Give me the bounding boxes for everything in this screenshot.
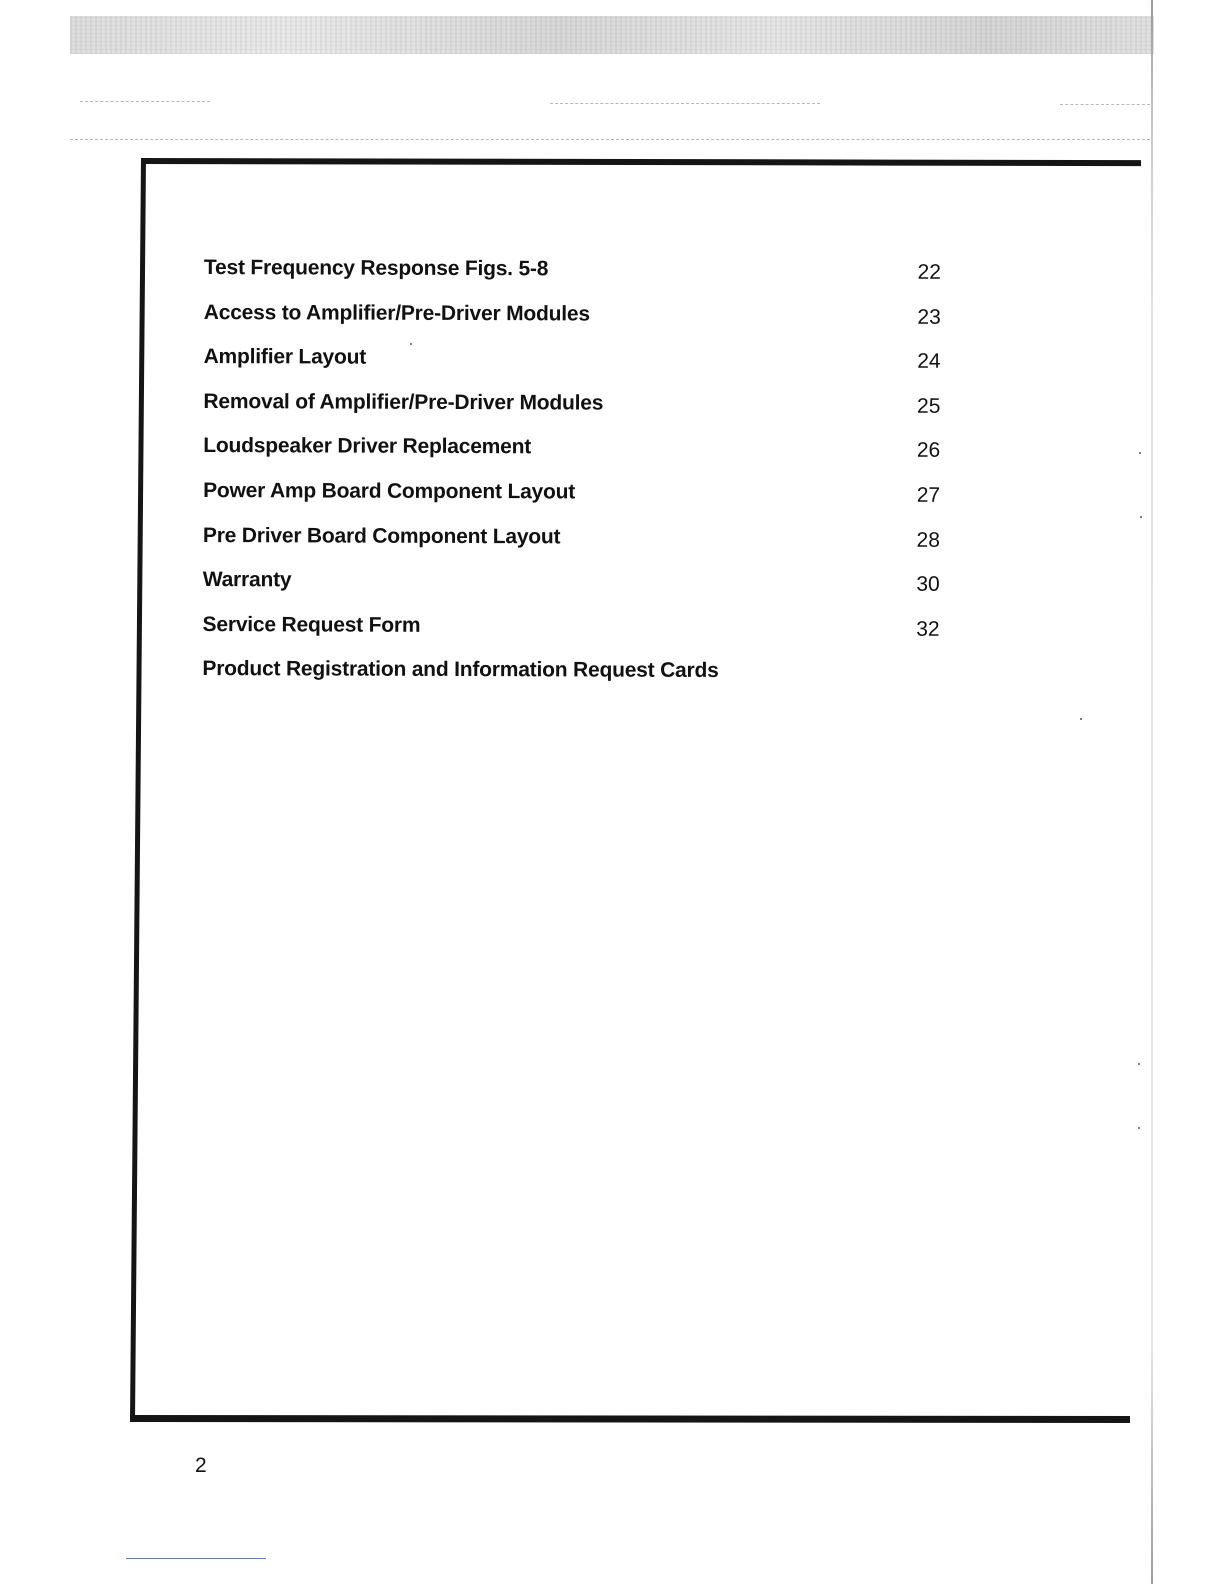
toc-entry-page: 27 bbox=[916, 483, 941, 507]
scan-speck bbox=[410, 343, 412, 345]
frame-left-rule bbox=[130, 158, 146, 1422]
scan-speck bbox=[1140, 516, 1142, 518]
toc-entry-page: 25 bbox=[917, 394, 941, 418]
toc-entry-title: Service Request Form bbox=[202, 612, 421, 637]
toc-entry-title: Power Amp Board Component Layout bbox=[203, 478, 576, 504]
toc-entry-page: 24 bbox=[917, 349, 941, 374]
toc-entry-title: Pre Driver Board Component Layout bbox=[202, 523, 561, 548]
faint-rule-upper-left bbox=[80, 101, 210, 102]
scan-speck bbox=[1138, 1127, 1140, 1129]
toc-entry-title: Amplifier Layout bbox=[203, 345, 367, 369]
toc-entry-page: 26 bbox=[916, 439, 941, 463]
bottom-blue-line bbox=[126, 1558, 266, 1559]
scan-artifact-band bbox=[70, 16, 1154, 54]
faint-rule-lower bbox=[70, 139, 1150, 140]
toc-entry-page: 28 bbox=[916, 528, 940, 552]
toc-entry-title: Test Frequency Response Figs. 5-8 bbox=[203, 256, 549, 281]
scan-speck bbox=[1080, 718, 1082, 720]
toc-entry-title: Product Registration and Information Request Cards bbox=[202, 657, 719, 683]
toc-entry bbox=[200, 301, 960, 349]
toc-entry-page: 32 bbox=[916, 617, 940, 641]
toc-entry bbox=[199, 434, 959, 482]
toc-entry bbox=[199, 568, 959, 616]
frame-top-rule bbox=[141, 158, 1141, 166]
toc-entry-title: Access to Amplifier/Pre-Driver Modules bbox=[203, 300, 590, 326]
scan-speck bbox=[1138, 1063, 1140, 1065]
toc-entry bbox=[198, 613, 958, 661]
toc-entry-title: Warranty bbox=[202, 568, 292, 592]
toc-entry bbox=[200, 256, 960, 304]
page-right-edge bbox=[1151, 0, 1153, 1584]
toc-entry bbox=[199, 345, 959, 393]
page-number: 2 bbox=[195, 1454, 207, 1477]
frame-bottom-rule bbox=[130, 1415, 1130, 1423]
toc-entry-page: 22 bbox=[917, 260, 941, 284]
toc-entry-page: 23 bbox=[917, 305, 941, 329]
toc-entry bbox=[199, 390, 959, 438]
toc-entry-title: Removal of Amplifier/Pre-Driver Modules bbox=[203, 389, 604, 415]
table-of-contents bbox=[198, 256, 960, 705]
toc-entry bbox=[199, 479, 959, 527]
toc-entry bbox=[199, 524, 959, 572]
toc-entry-page: 30 bbox=[916, 572, 940, 596]
scan-speck bbox=[1139, 452, 1141, 454]
toc-entry-title: Loudspeaker Driver Replacement bbox=[203, 434, 532, 459]
faint-rule-upper-middle bbox=[550, 103, 820, 104]
faint-rule-upper-right bbox=[1060, 104, 1150, 105]
toc-entry bbox=[198, 657, 958, 705]
